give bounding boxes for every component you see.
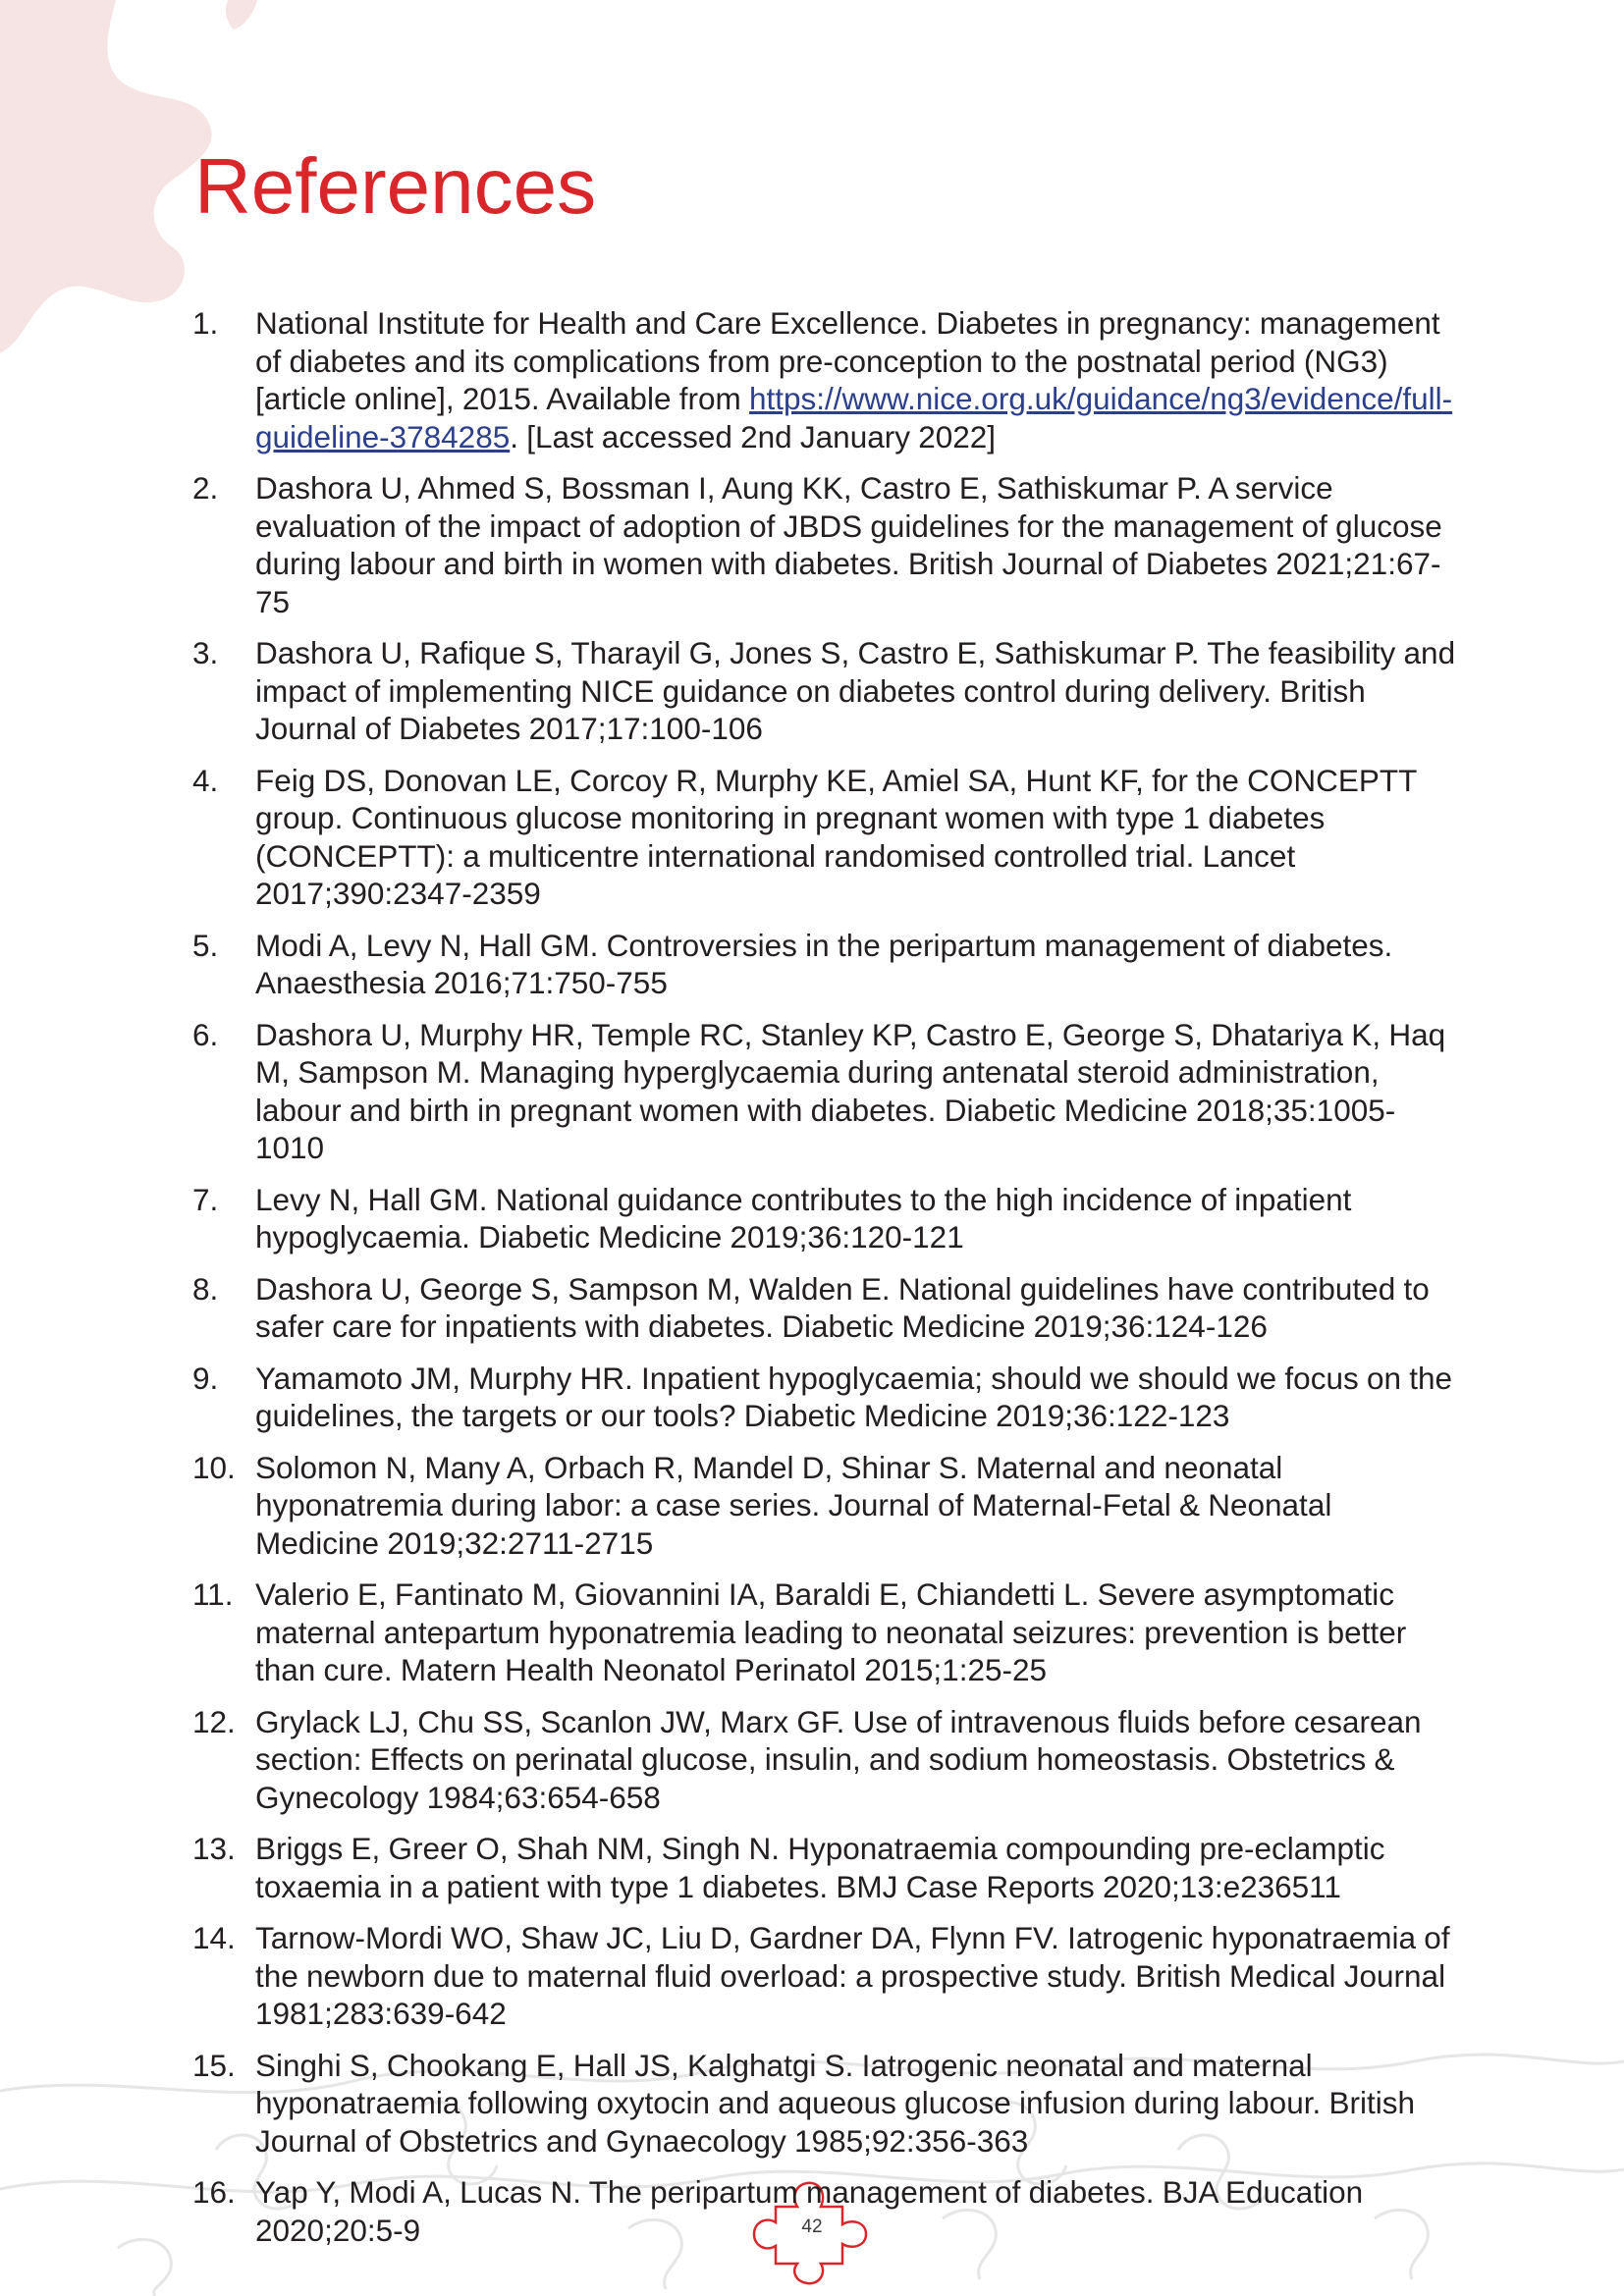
reference-text: Levy N, Hall GM. National guidance contributes to the high incidence of inpatient hypoglycaemia. Diabetic Medicine 2019;36:120-121 bbox=[255, 1181, 1352, 1255]
reference-text: Briggs E, Greer O, Shah NM, Singh N. Hyponatraemia compounding pre-eclamptic toxaemia in a patient with type 1 diabetes. BMJ Case Reports 2020;13:e236511 bbox=[255, 1831, 1385, 1904]
reference-number: 6. bbox=[192, 1016, 219, 1052]
reference-text: Tarnow-Mordi WO, Shaw JC, Liu D, Gardner DA, Flynn FV. Iatrogenic hyponatraemia of the newborn due to maternal fluid overload: a prospective study. British Medical Journal 1981;283:639-642 bbox=[255, 1920, 1450, 2031]
reference-item bbox=[192, 2047, 1459, 2161]
reference-text bbox=[255, 304, 1459, 455]
reference-item bbox=[192, 1181, 1459, 1256]
page-number: 42 bbox=[801, 2216, 823, 2237]
reference-text-after-link: . [Last accessed 2nd January 2022] bbox=[510, 418, 997, 454]
reference-number: 3. bbox=[192, 635, 219, 670]
reference-text: Valerio E, Fantinato M, Giovannini IA, Baraldi E, Chiandetti L. Severe asymptomatic maternal antepartum hyponatremia leading to neonatal seizures: prevention is better than cure. Matern Health Neonatol Perinatol 2015;1:25-25 bbox=[255, 1576, 1407, 1687]
reference-item bbox=[192, 1703, 1459, 1817]
reference-item bbox=[192, 1449, 1459, 1563]
reference-number: 16. bbox=[192, 2174, 236, 2210]
reference-item bbox=[192, 1270, 1459, 1346]
reference-text: Yap Y, Modi A, Lucas N. The peripartum management of diabetes. BJA Education 2020;20:5-9 bbox=[255, 2174, 1364, 2248]
reference-number: 7. bbox=[192, 1181, 219, 1217]
reference-number: 1. bbox=[192, 305, 219, 341]
reference-text: Feig DS, Donovan LE, Corcoy R, Murphy KE, Amiel SA, Hunt KF, for the CONCEPTT group. Continuous glucose monitoring in pregnant women with type 1 diabetes (CONCEPTT): a multicentre international randomised controlled trial. Lancet 2017;390:2347-2359 bbox=[255, 762, 1417, 911]
reference-item bbox=[192, 1919, 1459, 2033]
reference-list bbox=[192, 304, 1459, 2263]
reference-text: Dashora U, Ahmed S, Bossman I, Aung KK, Castro E, Sathiskumar P. A service evaluation of the impact of adoption of JBDS guidelines for the management of glucose during labour and birth in women with diabetes. British Journal of Diabetes 2021;21:67-75 bbox=[255, 470, 1442, 619]
reference-text: Dashora U, Rafique S, Tharayil G, Jones S, Castro E, Sathiskumar P. The feasibility and impact of implementing NICE guidance on diabetes control during delivery. British Journal of Diabetes 2017;17:100-106 bbox=[255, 635, 1456, 746]
reference-number: 12. bbox=[192, 1703, 236, 1739]
reference-item bbox=[192, 1360, 1459, 1435]
reference-number: 11. bbox=[192, 1576, 234, 1612]
reference-item bbox=[192, 927, 1459, 1002]
reference-number: 4. bbox=[192, 762, 219, 798]
reference-item bbox=[192, 1575, 1459, 1689]
reference-item bbox=[192, 304, 1459, 455]
reference-item bbox=[192, 1016, 1459, 1167]
reference-item bbox=[192, 1830, 1459, 1905]
reference-number: 8. bbox=[192, 1270, 219, 1307]
reference-text: Grylack LJ, Chu SS, Scanlon JW, Marx GF. Use of intravenous fluids before cesarean section: Effects on perinatal glucose, insulin, and sodium homeostasis. Obstetrics & Gynecology 1984;63:654-658 bbox=[255, 1703, 1422, 1815]
reference-number: 9. bbox=[192, 1360, 219, 1396]
reference-text: Modi A, Levy N, Hall GM. Controversies in the peripartum management of diabetes. Anaesthesia 2016;71:750-755 bbox=[255, 927, 1393, 1000]
reference-number: 15. bbox=[192, 2047, 236, 2083]
reference-number: 13. bbox=[192, 1831, 236, 1866]
reference-link[interactable]: https://www.nice.org.uk/guidance/ng3/evidence/full-guideline-3784285 bbox=[255, 381, 1453, 454]
page-title: References bbox=[194, 142, 597, 230]
reference-text-before-link: National Institute for Health and Care Excellence. Diabetes in pregnancy: management of diabetes and its complications from pre-conception to the postnatal period (NG3) [article online], 2015. Available from bbox=[255, 305, 1440, 416]
reference-text: Solomon N, Many A, Orbach R, Mandel D, Shinar S. Maternal and neonatal hyponatremia during labor: a case series. Journal of Maternal-Fetal & Neonatal Medicine 2019;32:2711-2715 bbox=[255, 1449, 1332, 1561]
reference-number: 5. bbox=[192, 927, 219, 963]
reference-number: 10. bbox=[192, 1449, 236, 1485]
reference-item bbox=[192, 634, 1459, 748]
reference-text: Yamamoto JM, Murphy HR. Inpatient hypoglycaemia; should we should we focus on the guidelines, the targets or our tools? Diabetic Medicine 2019;36:122-123 bbox=[255, 1360, 1453, 1433]
reference-item bbox=[192, 762, 1459, 913]
reference-text: Singhi S, Chookang E, Hall JS, Kalghatgi S. Iatrogenic neonatal and maternal hyponatraemia following oxytocin and aqueous glucose infusion during labour. British Journal of Obstetrics and Gynaecology 1985;92:356-363 bbox=[255, 2047, 1415, 2159]
reference-text: Dashora U, Murphy HR, Temple RC, Stanley KP, Castro E, George S, Dhatariya K, Haq M, Sampson M. Managing hyperglycaemia during antenatal steroid administration, labour and birth in pregnant women with diabetes. Diabetic Medicine 2018;35:1005-1010 bbox=[255, 1016, 1446, 1165]
reference-text: Dashora U, George S, Sampson M, Walden E. National guidelines have contributed to safer care for inpatients with diabetes. Diabetic Medicine 2019;36:124-126 bbox=[255, 1270, 1430, 1344]
reference-number: 14. bbox=[192, 1920, 236, 1955]
reference-number: 2. bbox=[192, 470, 219, 506]
reference-item bbox=[192, 469, 1459, 620]
